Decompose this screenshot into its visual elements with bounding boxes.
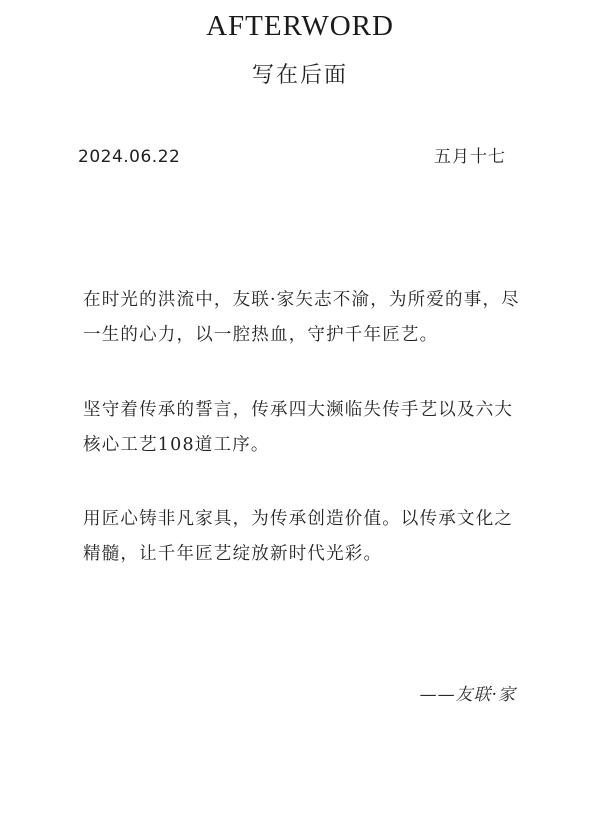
date-label: 2024.06.22 (78, 147, 181, 167)
body-paragraph-2: 坚守着传承的誓言，传承四大濒临失传手艺以及六大核心工艺108道工序。 (83, 400, 514, 455)
page-title-cn: 写在后面 (251, 63, 348, 88)
body-paragraph-1: 在时光的洪流中，友联·家矢志不渝，为所爱的事，尽一生的心力，以一腔热血，守护千年匠艺。 (83, 290, 520, 345)
body-paragraph-3: 用匠心铸非凡家具，为传承创造价值。以传承文化之精髓，让千年匠艺绽放新时代光彩。 (83, 509, 514, 564)
lunar-date-label: 五月十七 (434, 147, 506, 167)
signature: ——友联·家 (419, 685, 516, 705)
page-title-en: AFTERWORD (206, 10, 394, 42)
